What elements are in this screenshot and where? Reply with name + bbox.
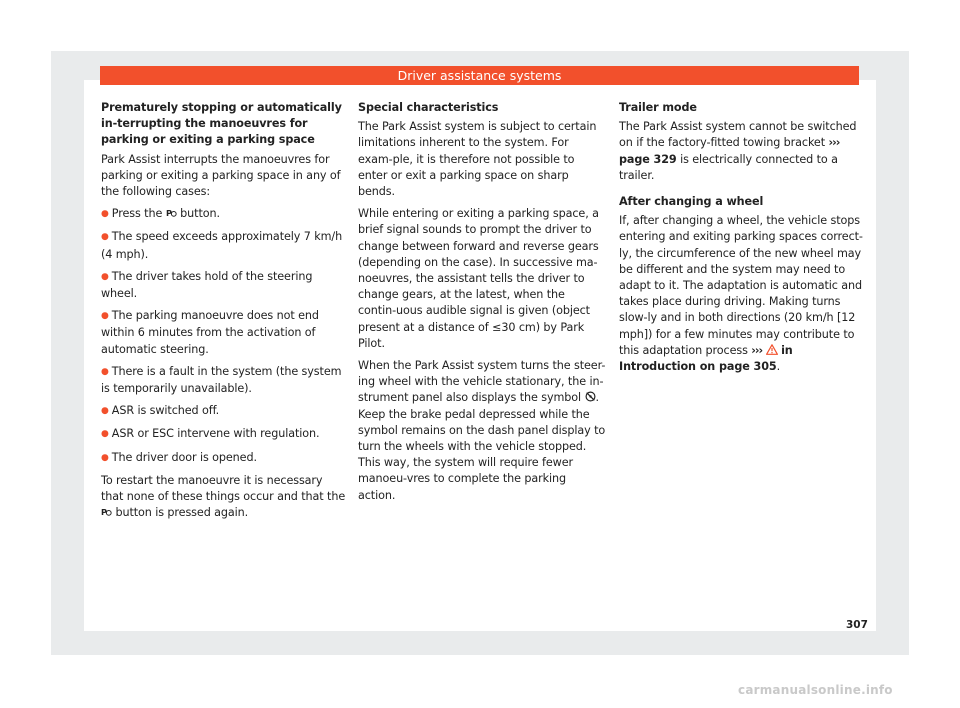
section-heading: Special characteristics (358, 101, 499, 114)
section-header: Driver assistance systems (100, 66, 859, 85)
watermark: carmanualsonline.info (738, 683, 893, 697)
paragraph: The Park Assist system is subject to certain limitations inherent to the system. For exam-ple, it is therefore not possible to enter or exit a parking space on sharp bends. (358, 120, 597, 199)
cross-reference-arrows: ››› (751, 343, 763, 357)
paragraph-text: The Park Assist system cannot be switched on if the factory-fitted towing bracket (619, 120, 857, 150)
warning-icon (766, 344, 778, 355)
column-right (619, 100, 864, 381)
bullet-text: The driver takes hold of the steering wheel. (101, 269, 313, 301)
bullet-text: ASR or ESC intervene with regulation. (111, 427, 320, 441)
bullet-icon: ● (101, 406, 109, 417)
bullet-text: Press the (111, 207, 163, 221)
list-item (101, 308, 346, 358)
bullet-text: The speed exceeds approximately 7 km/h (4 mph). (101, 230, 343, 261)
cross-reference-arrows: ››› (828, 136, 840, 150)
bullet-text: button. (180, 207, 220, 221)
outro-text: button is pressed again. (115, 506, 249, 520)
paragraph (358, 358, 606, 504)
column-middle (358, 100, 606, 510)
bullet-icon: ● (101, 209, 109, 220)
park-assist-button-icon (101, 507, 112, 517)
bullet-icon: ● (101, 429, 109, 440)
bullet-icon: ● (101, 366, 109, 377)
paragraph: While entering or exiting a parking space, a brief signal sounds to prompt the driver to change between forward and reverse gears (depending on the case). In successive ma-noeuvres, the assistant tells the driver to change gears, at the latest, when the contin-uous audible signal is given (object present at a distance of ≤30 cm) by Park Pilot. (358, 207, 599, 350)
outro-paragraph (101, 473, 346, 522)
steering-wheel-icon (585, 391, 596, 402)
bullet-icon: ● (101, 311, 109, 322)
paragraph-text: is electrically connected to a trailer. (619, 152, 838, 182)
paragraph-text: When the Park Assist system turns the steer-ing wheel with the vehicle stationary, the in-strument panel also displays the symbol (358, 359, 606, 405)
bullet-text: There is a fault in the system (the system is temporarily unavailable). (101, 364, 342, 396)
paragraph-text: If, after changing a wheel, the vehicle stops entering and exiting parking spaces correct-ly, the circumference of the new wheel may be different and the system may need to adapt to it. The adaptation is automatic and takes place during driving. Making turns slow-ly and in both directions (20 km/h [12 mph]) for a few minutes may contribute to this adaptation process (619, 214, 863, 357)
park-assist-button-icon (166, 208, 177, 218)
list-item (101, 426, 346, 443)
section-heading: Trailer mode (619, 101, 697, 114)
bullet-text: The driver door is opened. (111, 450, 257, 464)
section-heading: After changing a wheel (619, 195, 764, 209)
intro-paragraph: Park Assist interrupts the manoeuvres for parking or exiting a parking space in any of the following cases: (101, 152, 341, 199)
paragraph (619, 119, 864, 184)
svg-text:P: P (165, 208, 172, 219)
bullet-text: ASR is switched off. (111, 404, 220, 418)
list-item (101, 269, 346, 302)
list-item (101, 206, 346, 223)
bullet-text: The parking manoeuvre does not end within 6 minutes from the activation of automatic steering. (101, 309, 319, 356)
list-item (101, 364, 346, 397)
paragraph-text: . Keep the brake pedal depressed while the symbol remains on the dash panel display to turn the wheels with the vehicle stopped. This way, the system will require fewer manoeu-vres to complete the parking action. (358, 391, 606, 502)
bullet-icon: ● (101, 232, 109, 243)
svg-text:P: P (101, 507, 107, 518)
list-item (101, 403, 346, 420)
bullet-icon: ● (101, 271, 109, 282)
section-heading: Prematurely stopping or automatically in-terrupting the manoeuvres for parking or exiting a parking space (101, 101, 342, 147)
page-link[interactable]: page 329 (619, 152, 677, 166)
list-item (101, 450, 346, 467)
column-left (101, 100, 346, 527)
outro-text: To restart the manoeuvre it is necessary that none of these things occur and that the (101, 473, 346, 504)
paragraph (619, 213, 864, 375)
list-item (101, 229, 346, 262)
bullet-icon: ● (101, 452, 109, 463)
paragraph-text: . (776, 360, 781, 374)
page-number: 307 (846, 619, 868, 631)
page-link[interactable]: in Introduction on page 305 (619, 343, 793, 374)
